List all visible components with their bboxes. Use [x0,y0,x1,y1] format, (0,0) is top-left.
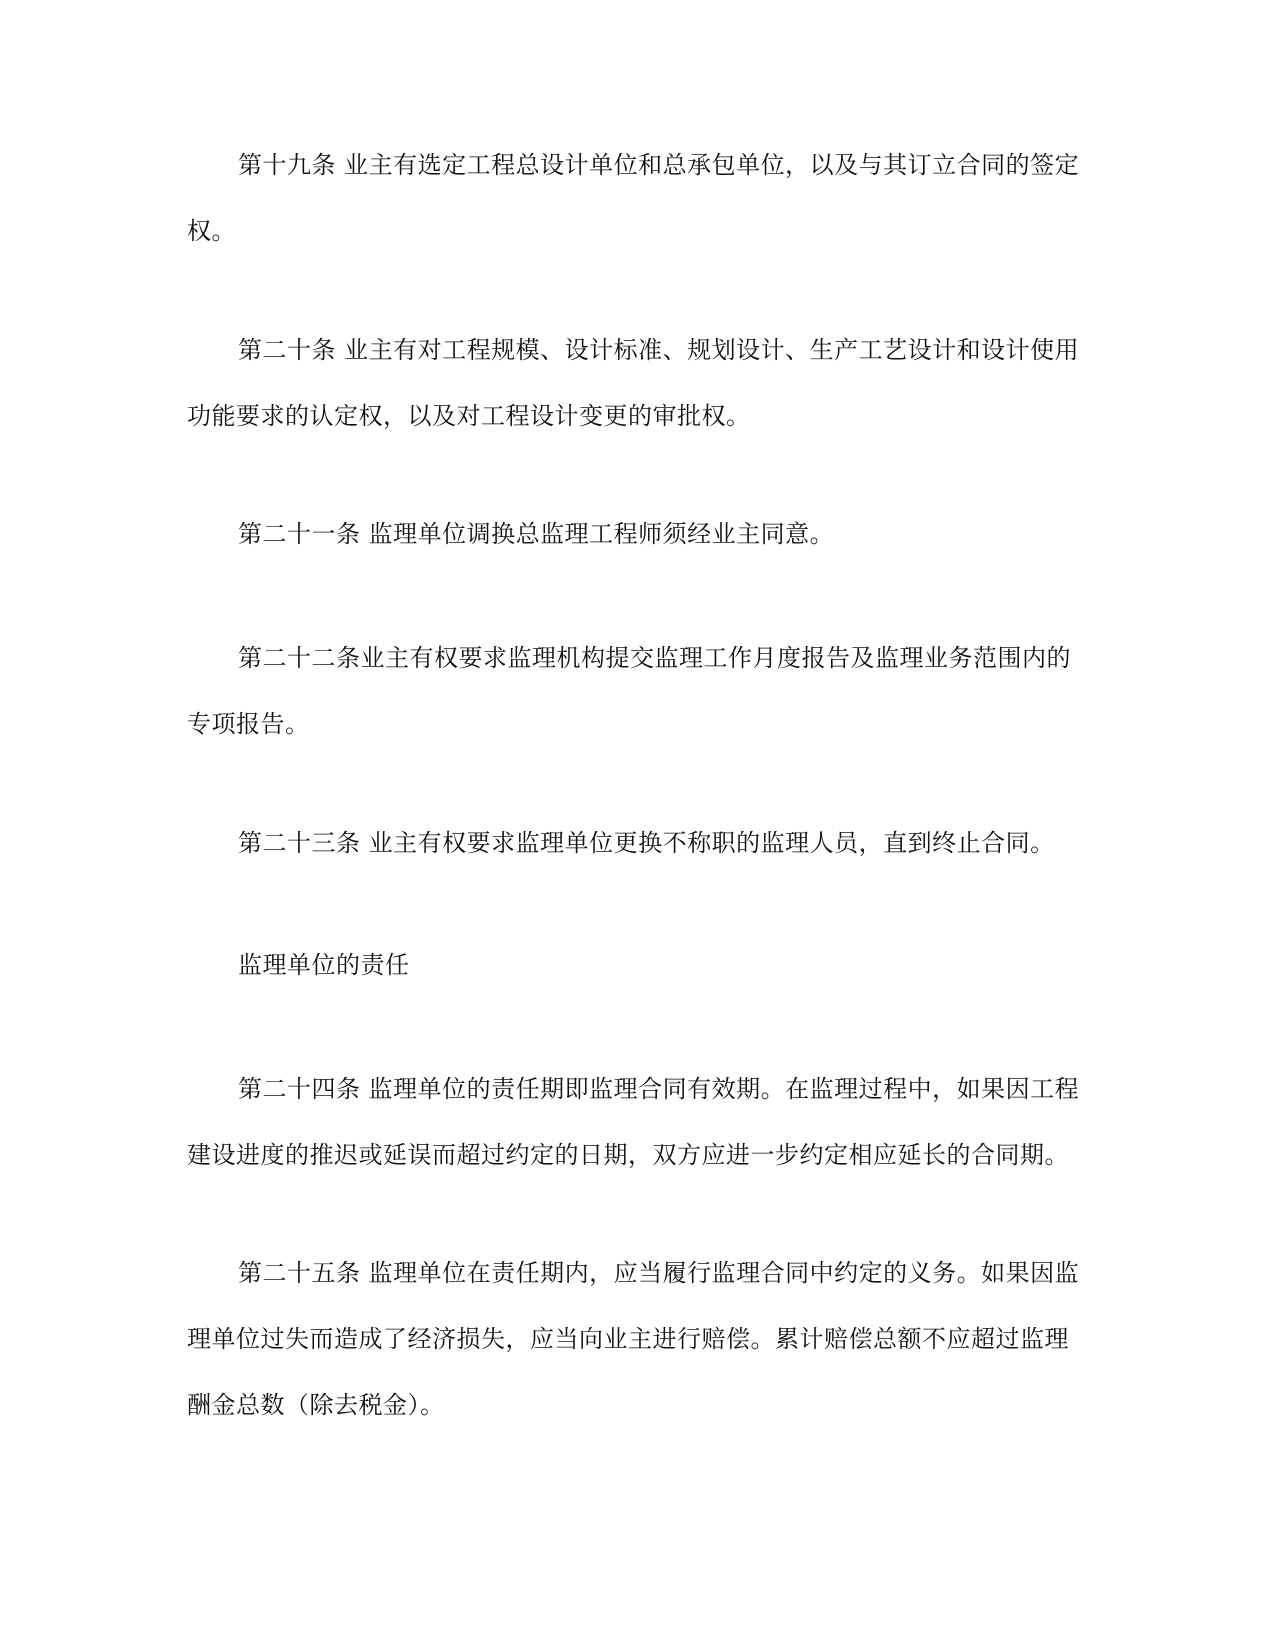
article-22-line-2: 专项报告。 [187,710,310,738]
article-19 [187,132,1087,264]
article-19-line-1: 第十九条 业主有选定工程总设计单位和总承包单位，以及与其订立合同的签定 [238,151,1080,179]
article-21-line-1: 第二十一条 监理单位调换总监理工程师须经业主同意。 [238,520,835,548]
article-25-line-3: 酬金总数（除去税金）。 [187,1391,445,1419]
article-23 [187,810,1087,876]
section-heading: 监理单位的责任 [238,951,410,979]
article-20 [187,317,1087,449]
article-24-line-1: 第二十四条 监理单位的责任期即监理合同有效期。在监理过程中，如果因工程 [238,1075,1080,1103]
article-24-line-2: 建设进度的推迟或延误而超过约定的日期，双方应进一步约定相应延长的合同期。 [187,1141,1069,1169]
article-20-line-1: 第二十条 业主有对工程规模、设计标准、规划设计、生产工艺设计和设计使用 [238,336,1080,364]
article-20-line-2: 功能要求的认定权，以及对工程设计变更的审批权。 [187,402,751,430]
article-23-line-1: 第二十三条 业主有权要求监理单位更换不称职的监理人员，直到终止合同。 [238,829,1055,857]
article-22 [187,625,1087,757]
article-25-line-1: 第二十五条 监理单位在责任期内，应当履行监理合同中约定的义务。如果因监 [238,1259,1080,1287]
article-25 [187,1240,1087,1438]
article-24 [187,1056,1087,1188]
article-22-line-1: 第二十二条业主有权要求监理机构提交监理工作月度报告及监理业务范围内的 [238,644,1071,672]
article-19-line-2: 权。 [187,217,236,245]
article-25-line-2: 理单位过失而造成了经济损失，应当向业主进行赔偿。累计赔偿总额不应超过监理 [187,1325,1069,1353]
article-21 [187,501,1087,567]
